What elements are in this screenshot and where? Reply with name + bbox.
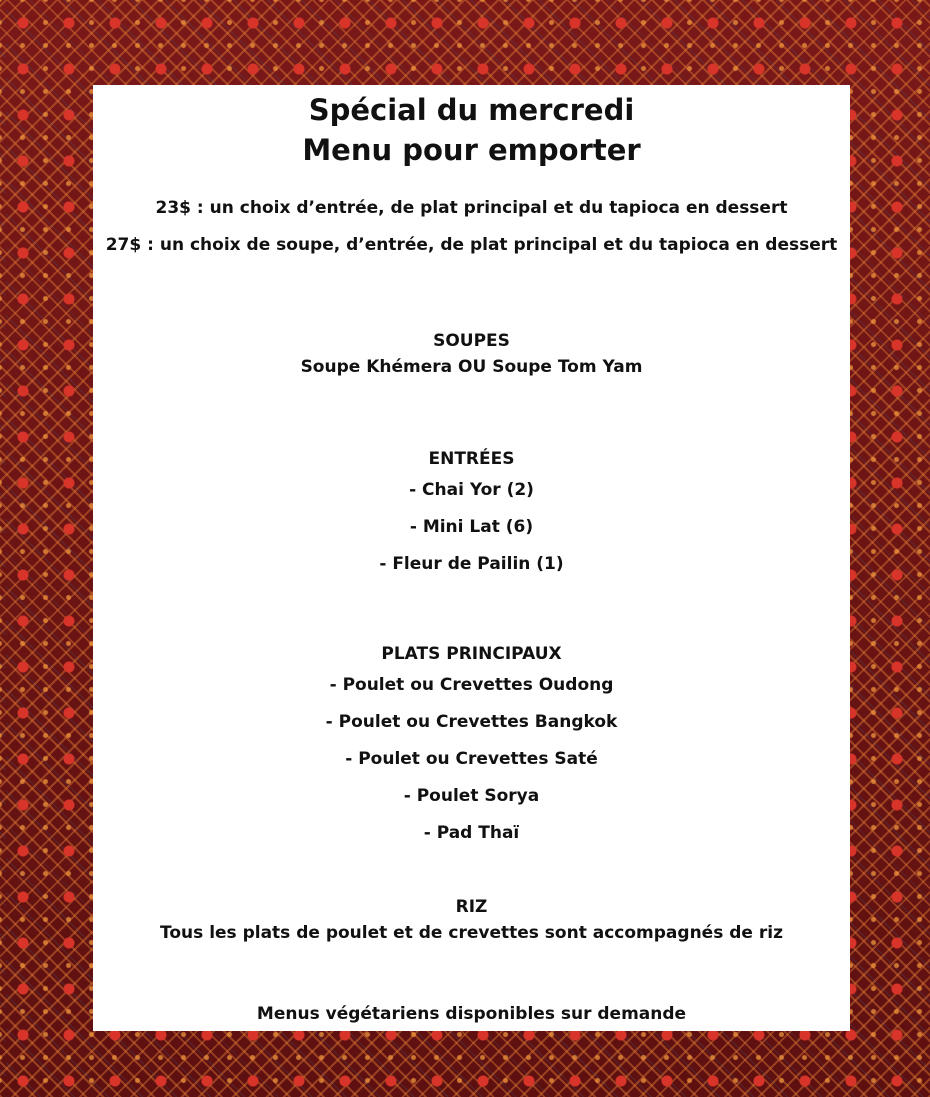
title-line-1: Spécial du mercredi <box>308 93 635 127</box>
list-item: - Poulet ou Crevettes Oudong <box>329 675 614 695</box>
pricing-block <box>93 190 850 264</box>
list-item: - Poulet ou Crevettes Bangkok <box>325 712 618 732</box>
riz-text: Tous les plats de poulet et de crevettes sont accompagnés de riz <box>160 923 783 943</box>
section-heading-riz: RIZ <box>455 897 488 917</box>
menu-title <box>93 85 850 170</box>
list-item: - Chai Yor (2) <box>409 480 534 500</box>
section-plats-principaux <box>93 641 850 852</box>
section-riz <box>93 894 850 946</box>
title-line-2: Menu pour emporter <box>302 133 641 167</box>
pricing-option-23: 23$ : un choix d’entrée, de plat principal et du tapioca en dessert <box>155 198 788 218</box>
soupes-text: Soupe Khémera OU Soupe Tom Yam <box>300 357 643 377</box>
list-item: - Mini Lat (6) <box>409 517 534 537</box>
section-soupes <box>93 328 850 380</box>
menu-card <box>93 85 850 1031</box>
list-item: - Fleur de Pailin (1) <box>379 554 564 574</box>
section-entrees <box>93 446 850 583</box>
list-item: - Pad Thaï <box>423 823 520 843</box>
section-heading-entrees: ENTRÉES <box>428 449 515 469</box>
section-heading-soupes: SOUPES <box>433 331 510 351</box>
vegetarian-note: Menus végétariens disponibles sur demande <box>256 1004 687 1024</box>
section-heading-plats: PLATS PRINCIPAUX <box>381 644 562 664</box>
list-item: - Poulet Sorya <box>403 786 540 806</box>
pricing-option-27: 27$ : un choix de soupe, d’entrée, de plat principal et du tapioca en dessert <box>105 235 838 255</box>
list-item: - Poulet ou Crevettes Saté <box>345 749 598 769</box>
